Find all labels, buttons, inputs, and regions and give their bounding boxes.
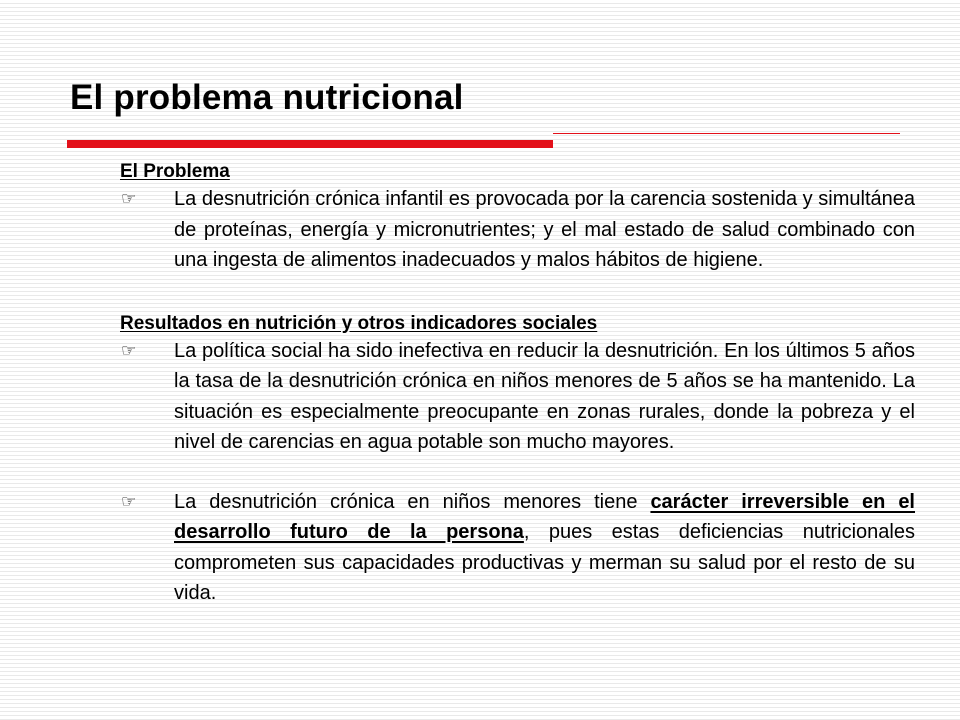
bullet-item: [120, 184, 915, 276]
section-el-problema: [120, 160, 915, 276]
pointing-hand-icon: ☞: [121, 491, 137, 511]
section-resultados: [120, 312, 915, 609]
bullet-emphasis: carácter irreversible en el desarrollo futuro de la persona: [174, 490, 915, 543]
bullet-text-end: , pues estas deficiencias nutricionales comprometen sus capacidades productivas y merman su salud por el resto de su vida.: [174, 521, 915, 604]
title-accent-rule: [553, 133, 900, 134]
slide-body: [120, 160, 915, 609]
pointing-hand-icon: ☞: [121, 189, 137, 208]
bullet-item: [120, 336, 915, 458]
bullet-text: La desnutrición crónica infantil es provocada por la carencia sostenida y simultánea de proteínas, energía y micronutrientes; y el mal estado de salud combinado con una ingesta de alimentos inadecuados y malos hábitos de higiene.: [174, 188, 915, 271]
section-heading: El Problema: [120, 161, 230, 182]
pointing-hand-icon: ☞: [121, 340, 137, 360]
title-accent-bar: [67, 140, 553, 148]
bullet-item: [120, 487, 915, 609]
slide-title: El problema nutricional: [70, 78, 464, 117]
bullet-text-start: La desnutrición crónica en niños menores tiene: [174, 490, 651, 513]
section-heading: Resultados en nutrición y otros indicadores sociales: [120, 312, 598, 334]
bullet-text: La política social ha sido inefectiva en reducir la desnutrición. En los últimos 5 años la tasa de la desnutrición crónica en niños menores de 5 años se ha mantenido. La situación es especialmente preocupante en zonas rurales, donde la pobreza y el nivel de carencias en agua potable son mucho mayores.: [174, 339, 915, 453]
